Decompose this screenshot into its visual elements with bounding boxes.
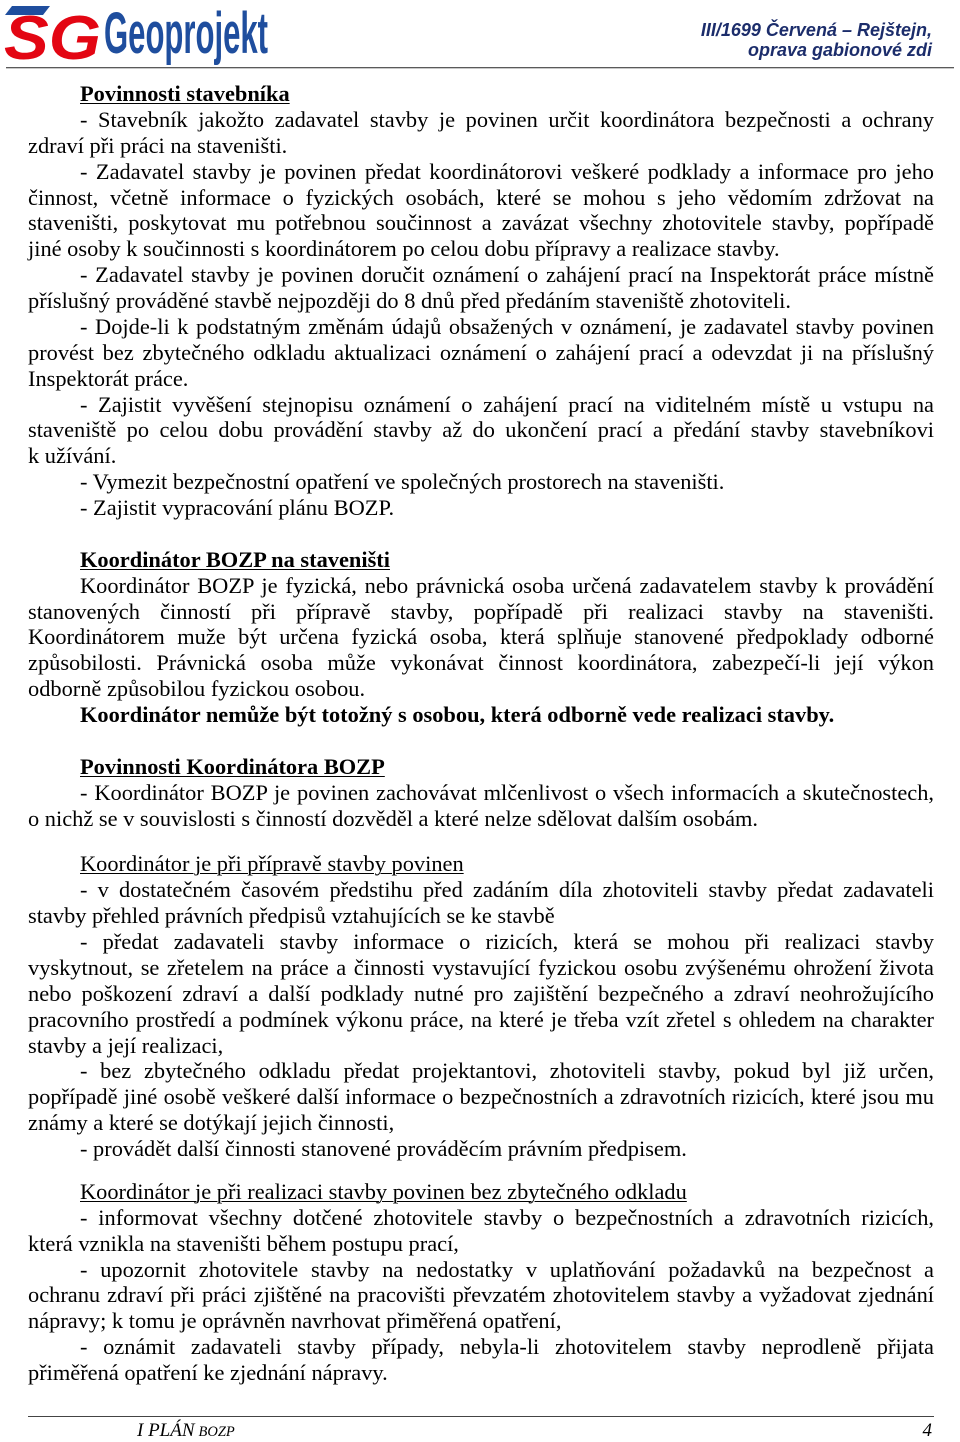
text-line: o nichž se v souvislosti s činností dozvěděl a které nelze sdělovat dalším osobám. (28, 805, 759, 831)
project-title-line-1: III/1699 Červená – Rejštejn, (700, 20, 932, 40)
text-line: Koordinátor nemůže být totožný s osobou, která odborně vede realizaci stavby. (80, 702, 835, 727)
text-line: - provádět další činnosti stanovené prováděcím právním předpisem. (80, 1136, 687, 1161)
paragraph (28, 1136, 934, 1162)
section-heading: Koordinátor je při realizaci stavby povinen bez zbytečného odkladu (80, 1178, 687, 1204)
text-line: - předat zadavateli stavby informace o rizicích, která se mohou při realizaci stavby (80, 929, 934, 954)
section-heading: Povinnosti stavebníka (80, 81, 290, 106)
paragraph-emphasis (28, 702, 934, 728)
text-line: - informovat všechny dotčené zhotovitele stavby o bezpečnostních a zdravotních rizicích, (80, 1204, 934, 1230)
header-project-title (701, 20, 932, 60)
document-body (28, 81, 934, 1386)
text-line: - Zajistit vyvěšení stejnopisu oznámení o zahájení prací na viditelném místě u vstupu na (80, 391, 934, 417)
text-line: přiměřená opatření ke zjednání nápravy. (28, 1360, 388, 1385)
text-line: Koordinátor BOZP je fyzická, nebo právnická osoba určená zadavatelem stavby k provádění (80, 572, 934, 598)
section-heading: Povinnosti Koordinátora BOZP (80, 753, 385, 779)
text-line: stanovených činností při přípravě stavby, popřípadě při realizaci stavby na staveništi. (28, 598, 934, 624)
text-line: Inspektorát práce. (28, 365, 189, 391)
text-line: - upozornit zhotovitele stavby na nedostatky v uplatňování požadavků na bezpečnost a (80, 1256, 934, 1282)
paragraph (28, 159, 934, 263)
paragraph (28, 1257, 934, 1335)
paragraph (28, 107, 934, 159)
footer-divider (28, 1416, 934, 1417)
project-title-line-2: oprava gabionové zdi (747, 40, 932, 60)
section-priprava-stavby (28, 851, 934, 1162)
page-number: 4 (922, 1420, 932, 1441)
paragraph (28, 780, 934, 832)
paragraph (28, 573, 934, 702)
logo-text-sg: SG (4, 4, 101, 73)
paragraph (28, 392, 934, 470)
section-povinnosti-koordinatora (28, 754, 934, 832)
text-line: - Vymezit bezpečnostní opatření ve společných prostorech na staveništi. (80, 469, 725, 495)
text-line: - bez zbytečného odkladu předat projektantovi, zhotoviteli stavby, pokud byl již určen, (80, 1058, 934, 1084)
paragraph (28, 929, 934, 1058)
text-line: popřípadě jiné osobě veškeré další informace o bezpečnostních a zdravotních rizicích, které jsou mu (28, 1084, 934, 1110)
section-koordinator-na-stavenisti (28, 547, 934, 728)
text-line: k užívání. (28, 443, 117, 469)
text-line: - Zadavatel stavby je povinen doručit oznámení o zahájení prací na Inspektorát práce místně (80, 262, 934, 288)
text-line: činnost, včetně informace o fyzických osobách, které se mohou s jeho vědomím zdržovat na (28, 184, 934, 210)
text-line: nápravy; k tomu je oprávněn navrhovat přiměřená opatření, (28, 1308, 562, 1334)
text-line: jiné osoby k součinnosti s koordinátorem po celou dobu přípravy a realizace stavby. (28, 236, 780, 262)
paragraph (28, 262, 934, 314)
text-line: ochranu zdraví při práci zjištěné na pracovišti převzatém zhotovitelem stavby a vyžadovat zjednání (28, 1282, 934, 1308)
text-line: známy a které se dotýkají jejich činnosti, (28, 1110, 395, 1136)
footer-label-main: I PLÁN (137, 1420, 195, 1441)
footer-label-sub: BOZP (198, 1424, 235, 1440)
text-line: provést bez zbytečného odkladu aktualizaci oznámení o zahájení prací a odevzdat ji na příslušný (28, 339, 934, 365)
text-line: která vznikla na staveništi během postupu prací, (28, 1230, 459, 1256)
text-line: - Zajistit vypracování plánu BOZP. (80, 495, 395, 520)
text-line: - Zadavatel stavby je povinen předat koordinátorovi veškeré podklady a informace pro jeho (80, 158, 934, 184)
paragraph (28, 877, 934, 929)
text-line: - v dostatečném časovém předstihu před zadáním díla zhotoviteli stavby předat zadavateli (80, 877, 934, 903)
text-line: zdraví při práci na staveništi. (28, 132, 288, 158)
text-line: způsobilosti. Právnická osoba může vykonávat činnost koordinátora, zabezpečí-li její výkon (28, 650, 934, 676)
company-logo (0, 1, 272, 73)
text-line: staveništi, poskytovat mu potřebnou součinnost a zavázat všechny zhotovitele stavby, popřípadě (28, 210, 934, 236)
section-povinnosti-stavebnika (28, 81, 934, 521)
text-line: příslušný prováděné stavbě nejpozději do 8 dnů před předáním staveniště zhotoviteli. (28, 288, 791, 313)
paragraph (28, 495, 934, 521)
paragraph (28, 469, 934, 495)
text-line: - oznámit zadavateli stavby případy, nebyla-li zhotovitelem stavby neprodleně přijata (80, 1334, 934, 1360)
text-line: odborně způsobilou fyzickou osobou. (28, 676, 366, 702)
paragraph (28, 314, 934, 392)
footer-document-label (137, 1421, 235, 1441)
paragraph (28, 1334, 934, 1386)
text-line: stavby a její realizaci, (28, 1032, 224, 1058)
text-line: - Koordinátor BOZP je povinen zachovávat mlčenlivost o všech informacích a skutečnostech, (80, 779, 934, 805)
text-line: - Stavebník jakožto zadavatel stavby je povinen určit koordinátora bezpečnosti a ochrany (80, 106, 934, 132)
text-line: pracovního prostředí a podmínek výkonu práce, na které je třeba vzít zřetel s ohledem na charakter (28, 1006, 934, 1032)
logo-text-geoprojekt: Geoprojekt (104, 1, 268, 66)
section-realizace-stavby (28, 1179, 934, 1386)
paragraph (28, 1205, 934, 1257)
text-line: stavby přehled právních předpisů vztahujících se ke stavbě (28, 903, 555, 929)
section-heading: Koordinátor je při přípravě stavby povinen (80, 851, 464, 877)
text-line: Koordinátorem muže být určena fyzická osoba, která splňuje stanovené předpoklady odborné (28, 624, 934, 650)
text-line: vyskytnout, se zřetelem na práce a činnosti vystavující fyzickou osobu zvýšenému ohrožení života (28, 954, 934, 980)
text-line: staveniště po celou dobu provádění stavby až do ukončení prací a předání stavby stavebníkovi (28, 417, 934, 443)
section-heading: Koordinátor BOZP na staveništi (80, 546, 390, 572)
header-divider (6, 67, 954, 69)
text-line: - Dojde-li k podstatným změnám údajů obsažených v oznámení, je zadavatel stavby povinen (80, 313, 934, 339)
text-line: nebo poškození zdraví a další podklady nutné pro zajištění bezpečného a zdraví neohrožujícího (28, 980, 934, 1006)
paragraph (28, 1058, 934, 1136)
